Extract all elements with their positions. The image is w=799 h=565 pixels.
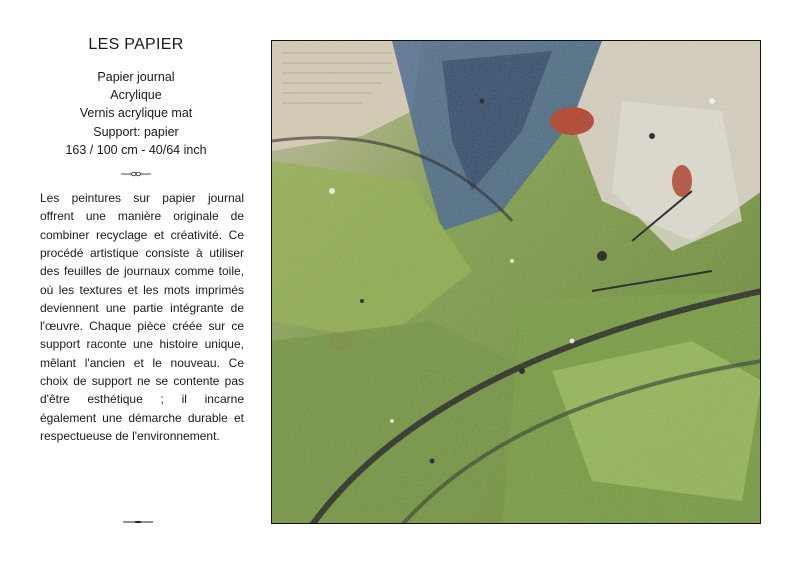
page-title: LES PAPIER bbox=[88, 36, 184, 53]
spec-support: Support: papier bbox=[93, 124, 179, 139]
abstract-painting bbox=[272, 41, 761, 524]
spec-dimensions: 163 / 100 cm - 40/64 inch bbox=[65, 142, 207, 157]
spec-paint: Acrylique bbox=[110, 88, 162, 103]
flourish-divider-icon bbox=[120, 171, 152, 177]
text-column bbox=[30, 36, 242, 445]
artwork-description: Les peintures sur papier journal offrent une manière originale de combiner recyclage et créativité. Ce procédé artistique consiste à utiliser des feuilles de journaux comme toile, où les textures et les mots imprimés deviennent une partie intégrante de l'œuvre. Chaque pièce créée sur ce support raconte une histoire unique, mêlant l'ancien et le nouveau. Ce choix de support ne se contente pas d'être esthétique ; il incarne également une démarche durable et respectueuse de l'environnement. bbox=[40, 191, 244, 443]
painting-image bbox=[271, 40, 761, 524]
bottom-divider-icon bbox=[122, 519, 154, 525]
artwork-specs bbox=[30, 68, 242, 159]
spec-medium: Papier journal bbox=[97, 70, 175, 84]
spec-varnish: Vernis acrylique mat bbox=[79, 106, 193, 121]
